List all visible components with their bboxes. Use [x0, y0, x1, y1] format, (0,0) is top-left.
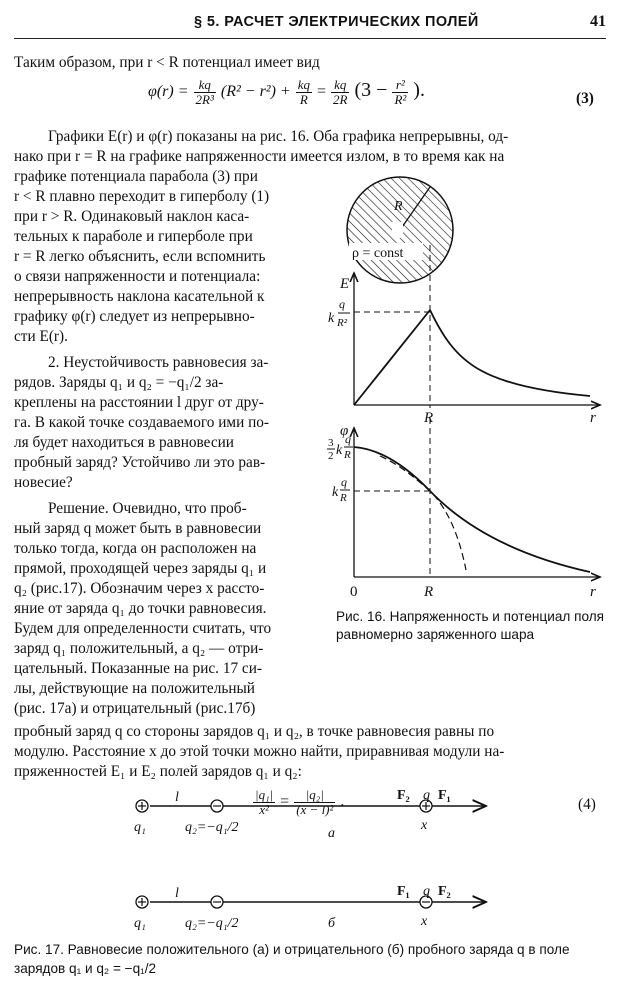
fig16-caption: Рис. 16. Напряженность и потенциал поля равномерно заряженного шара — [336, 609, 604, 642]
phi-top-label-q: q — [345, 432, 351, 446]
fig17b-q2: q₂=−q₁/2 — [185, 916, 239, 931]
formula-3-frac4: $\frac{\text{r²}}{\text{R²}}$ — [394, 77, 407, 107]
origin-label: 0 — [350, 584, 358, 600]
fig17b-q: q — [423, 884, 430, 899]
solution-line-1: ный заряд q может быть в равновесии — [14, 520, 262, 537]
fig17a-F2: F₂ — [397, 788, 410, 803]
solution-line-5: яние от заряда q₁ до точки равновесия. — [14, 600, 267, 617]
E-axis-label: E — [340, 276, 350, 292]
para1-line-6: r = R легко объяснить, если вспомнить — [14, 248, 266, 265]
section-title: § 5. РАСЧЕТ ЭЛЕКТРИЧЕСКИХ ПОЛЕЙ — [194, 14, 479, 30]
formula-3-paren: (3 − — [354, 79, 388, 102]
formula-4-end: . — [340, 793, 345, 811]
fig17a-x: x — [421, 818, 428, 833]
page-number: 41 — [590, 13, 606, 30]
figure-16 — [330, 160, 610, 605]
formula-4-eq: = — [280, 793, 290, 811]
phi-curve — [354, 447, 590, 572]
phi-R-label-k: k — [332, 485, 339, 500]
fig17b-q1: q₁ — [134, 916, 146, 931]
solution-line-9: лы, действующие на положительный — [14, 680, 255, 697]
formula-3-frac1: $\frac{kq}{\text{2R³}}$ — [195, 77, 214, 107]
E-peak-R2: R² — [337, 317, 348, 329]
fig17a-l: l — [175, 790, 179, 805]
fig17a — [134, 788, 486, 841]
para1-line-4: при r > R. Одинаковый наклон каса- — [14, 208, 250, 225]
para1-line-5: тельных к параболе и гиперболе при — [14, 228, 253, 245]
solution-line-6: Будем для определенности считать, что — [14, 620, 272, 637]
phi-R-label-R: R — [340, 492, 347, 504]
para1-line-0: Графики E(r) и φ(r) показаны на рис. 16. Оба графика непрерывны, од- — [48, 128, 509, 145]
formula-4-number: (4) — [578, 796, 596, 813]
phi-top-label-R: R — [344, 449, 351, 461]
solution-line-2: только тогда, когда он расположен на — [14, 540, 257, 557]
fig17a-q2: q₂=−q₁/2 — [185, 820, 239, 835]
problem2-line-5: пробный заряд? Устойчиво ли это рав- — [14, 454, 266, 471]
phi-top-label-2: 2 — [328, 450, 334, 462]
para1-line-3: r < R плавно переходит в гиперболу (1) — [14, 188, 270, 205]
formula-3-number: (3) — [576, 90, 594, 107]
E-curve — [354, 310, 590, 405]
intro-line: Таким образом, при r < R потенциал имеет вид — [14, 54, 320, 71]
phi-R-label-q: q — [341, 475, 347, 489]
sphere-rho-label: ρ = const — [352, 246, 404, 261]
para1-line-8: непрерывность наклона касательной к — [14, 288, 265, 305]
page-header — [14, 8, 606, 39]
solution-line-10: (рис. 17а) и отрицательный (рис.17б) — [14, 700, 256, 717]
formula-3-term1: (R² − r²) + — [220, 83, 291, 101]
para1-line-9: графику φ(r) следует из непрерывно- — [14, 308, 255, 325]
formula-3 — [148, 78, 425, 107]
fig17a-F1: F₁ — [438, 788, 451, 803]
formula-3-paren-close: ). — [413, 79, 425, 102]
r-axis-top-label: r — [590, 410, 596, 426]
problem2-line-3: га. В какой точке создаваемого ими по- — [14, 414, 270, 431]
fig17-caption: Рис. 17. Равновесие положительного (а) и отрицательного (б) пробного заряда q в поле зарядов q₁ и q₂ = −q₁/2 — [14, 942, 570, 976]
r-axis-bottom-label: r — [590, 584, 596, 600]
phi-top-label-3: 3 — [328, 437, 334, 449]
phi-top-label-k: k — [336, 443, 343, 458]
figure-17 — [120, 784, 510, 942]
formula-3-frac2: $\frac{kq}{R}$ — [297, 77, 310, 107]
fig17a-tag: а — [328, 826, 335, 841]
formula-4-frac2: $\frac{\text{|q₂|}}{\text{(x − l)²}}$ — [296, 787, 334, 817]
formula-3-eq: = — [317, 83, 327, 101]
fig17a-q: q — [423, 788, 430, 803]
problem2-line-1: рядов. Заряды q₁ и q₂ = −q₁/2 за- — [14, 374, 224, 391]
problem2-line-2: креплены на расстоянии l друг от дру- — [14, 394, 264, 411]
para1-line-1: нако при r = R на графике напряженности имеется излом, в то время как на — [14, 148, 505, 165]
solution-line-0: Решение. Очевидно, что проб- — [48, 500, 247, 517]
formula-3-lhs: φ(r) = — [148, 83, 189, 101]
formula-4-frac1: $\frac{\text{|q₁|}}{\text{x²}}$ — [255, 787, 274, 817]
solution-line-4: q₂ (рис.17). Обозначим через x рассто- — [14, 580, 265, 597]
phi-axis-label: φ — [340, 423, 349, 439]
after-line-1: модулю. Расстояние x до этой точки можно найти, приравнивая модули на- — [14, 743, 505, 760]
after-line-0: пробный заряд q со стороны зарядов q₁ и q₂, в точке равновесия равны по — [14, 723, 495, 740]
E-peak-k: k — [328, 311, 335, 326]
problem2-line-0: 2. Неустойчивость равновесия за- — [48, 354, 269, 371]
problem2-line-4: ля будет находиться в равновесии — [14, 434, 234, 451]
after-line-2: пряженностей E₁ и E₂ полей зарядов q₁ и q₂: — [14, 763, 302, 780]
solution-line-3: прямой, проходящей через заряды q₁ и — [14, 560, 267, 577]
para1-line-10: сти E(r). — [14, 328, 68, 345]
fig17b-l: l — [175, 886, 179, 901]
formula-3-frac3: $\frac{kq}{2R}$ — [333, 77, 348, 107]
top-R-tick: R — [424, 410, 434, 426]
fig17b-F2: F₂ — [438, 884, 451, 899]
E-peak-q: q — [339, 297, 345, 311]
solution-line-7: заряд q₁ положительный, а q₂ — отри- — [14, 640, 264, 657]
para1-line-7: о связи напряженности и потенциала: — [14, 268, 261, 285]
problem2-line-6: новесие? — [14, 474, 73, 491]
bottom-R-tick: R — [424, 584, 434, 600]
sphere-R-label: R — [394, 199, 403, 214]
fig17b — [134, 884, 486, 931]
fig17b-x: x — [421, 914, 428, 929]
fig17a-q1: q₁ — [134, 820, 146, 835]
para1-line-2: графике потенциала парабола (3) при — [14, 168, 258, 185]
fig17b-tag: б — [328, 916, 336, 931]
solution-line-8: цательный. Показанные на рис. 17 си- — [14, 660, 263, 677]
fig17b-F1: F₁ — [397, 884, 410, 899]
